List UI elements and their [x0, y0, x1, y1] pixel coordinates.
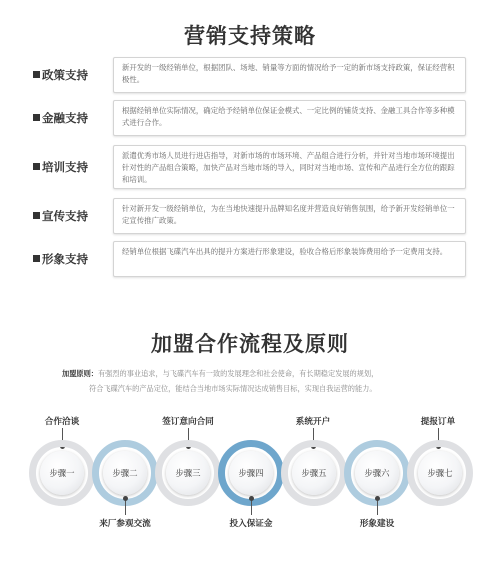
- step-label-image-building: 形象建设: [359, 519, 395, 529]
- strategy-title: 营销支持策略: [184, 24, 316, 48]
- step-5: 步骤五: [292, 451, 336, 495]
- step-ring: [155, 440, 221, 506]
- step-4: 步骤四: [229, 451, 273, 495]
- image-support-row: [33, 241, 466, 277]
- step-label-negotiation: 合作洽谈: [44, 417, 80, 427]
- square-bullet-icon: [33, 255, 40, 262]
- promotion-support-text: 针对新开发一级经销单位，为在当地快速提升品牌知名度并营造良好销售氛围，给予新开发经销单位一定宣传推广政策。: [113, 198, 466, 234]
- step-label-factory-visit: 来厂参观交流: [99, 519, 151, 529]
- square-bullet-icon: [33, 163, 40, 170]
- finance-support-text: 根据经销单位实际情况，确定给予经销单位保证金模式、一定比例的铺货支持、金融工具合作等多种模式进行合作。: [113, 100, 466, 136]
- square-bullet-icon: [33, 212, 40, 219]
- square-bullet-icon: [33, 114, 40, 121]
- connector-line: [125, 498, 126, 515]
- connector-line: [377, 498, 378, 515]
- franchise-process-title: 加盟合作流程及原则: [151, 332, 349, 356]
- step-3: 步骤三: [166, 451, 210, 495]
- policy-support-text: 新开发的一级经销单位，根据团队、场地、销量等方面的情况给予一定的新市场支持政策，保证经营积极性。: [113, 57, 466, 93]
- principle-line-2: 符合飞碟汽车的产品定位，能结合当地市场实际情况达成销售目标，实现自我运营的能力。: [89, 384, 377, 393]
- step-2: 步骤二: [103, 451, 147, 495]
- finance-support-row: [33, 100, 466, 136]
- policy-support-row: [33, 57, 466, 93]
- step-ring: [281, 440, 347, 506]
- step-7: 步骤七: [418, 451, 462, 495]
- square-bullet-icon: [33, 71, 40, 78]
- promotion-support-row: [33, 198, 466, 234]
- connector-line: [251, 498, 252, 515]
- promotion-support-label: 宣传支持: [33, 208, 88, 224]
- policy-support-label: 政策支持: [33, 67, 88, 83]
- step-label-deposit: 投入保证金: [229, 519, 273, 529]
- step-label-account-opening: 系统开户: [295, 417, 331, 427]
- image-support-text: 经销单位根据飞碟汽车出具的提升方案进行形象建设，验收合格后形象装饰费用给予一定费用支持。: [113, 241, 466, 277]
- step-label-intent-contract: 签订意向合同: [162, 417, 214, 427]
- step-ring: [29, 440, 95, 506]
- training-support-text: 派遣优秀市场人员进行进店指导，对新市场的市场环境、产品组合进行分析，并针对当地市场环境提出针对性的产品组合策略，加快产品对当地市场的导入，同时对当地市场、宣传和产品进行全方位的跟踪和培训。: [113, 145, 466, 189]
- principle-line-1: 有强烈的事业追求，与飞碟汽车有一致的发展理念和社会使命，有长期稳定发展的规划，: [97, 369, 379, 378]
- training-support-row: [33, 145, 466, 189]
- finance-support-label: 金融支持: [33, 110, 88, 126]
- connector-dot: [375, 496, 380, 501]
- connector-dot: [249, 496, 254, 501]
- step-label-submit-order: 提报订单: [420, 417, 456, 427]
- franchise-principle: [62, 366, 452, 396]
- connector-dot: [123, 496, 128, 501]
- step-1: 步骤一: [40, 451, 84, 495]
- training-support-label: 培训支持: [33, 159, 88, 175]
- image-support-label: 形象支持: [33, 251, 88, 267]
- step-ring: [407, 440, 473, 506]
- principle-label: 加盟原则：: [62, 369, 98, 378]
- step-6: 步骤六: [355, 451, 399, 495]
